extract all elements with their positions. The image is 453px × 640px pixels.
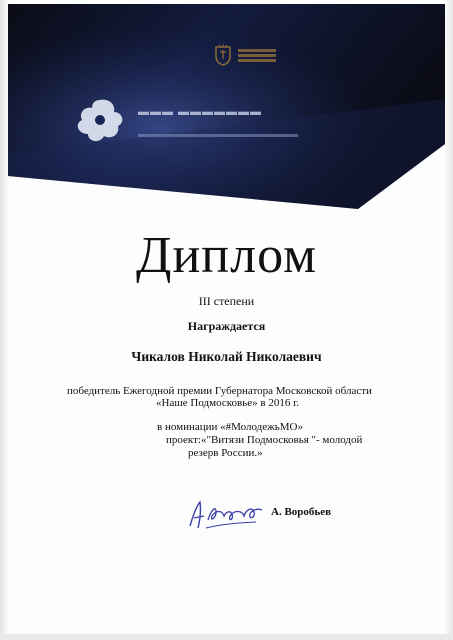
logo-subline	[138, 134, 298, 137]
description-line-1: победитель Ежегодной премии Губернатора Московской области	[67, 385, 372, 397]
awarded-label: Награждается	[187, 319, 266, 333]
description-line-2: «Наше Подмосковье» в 2016 г.	[156, 397, 300, 409]
recipient-name: Чикалов Николай Николаевич	[131, 349, 322, 364]
diploma-degree: III степени	[198, 294, 255, 308]
diploma-page	[8, 4, 445, 634]
page-shadow-bottom	[0, 634, 453, 640]
signature-image	[186, 498, 266, 534]
logo-text-placeholder: ▬▬▬ ▬▬▬▬▬▬▬	[138, 106, 263, 118]
nashe-podmoskovye-logo-icon	[70, 96, 134, 144]
diploma-title: Диплом	[136, 227, 317, 284]
project-line-1: проект:«"Витязи Подмосковья "- молодой	[166, 434, 363, 446]
signer-name: А. Воробьев	[271, 506, 332, 518]
crest-block	[214, 44, 276, 66]
project-line-2: резерв России.»	[188, 447, 263, 459]
crest-caption-lines	[238, 47, 276, 64]
nomination-line: в номинации «#МолодежьМО»	[157, 421, 304, 433]
moscow-region-crest-icon	[214, 44, 232, 66]
page-shadow-left	[0, 0, 8, 640]
page-shadow-right	[445, 0, 453, 640]
